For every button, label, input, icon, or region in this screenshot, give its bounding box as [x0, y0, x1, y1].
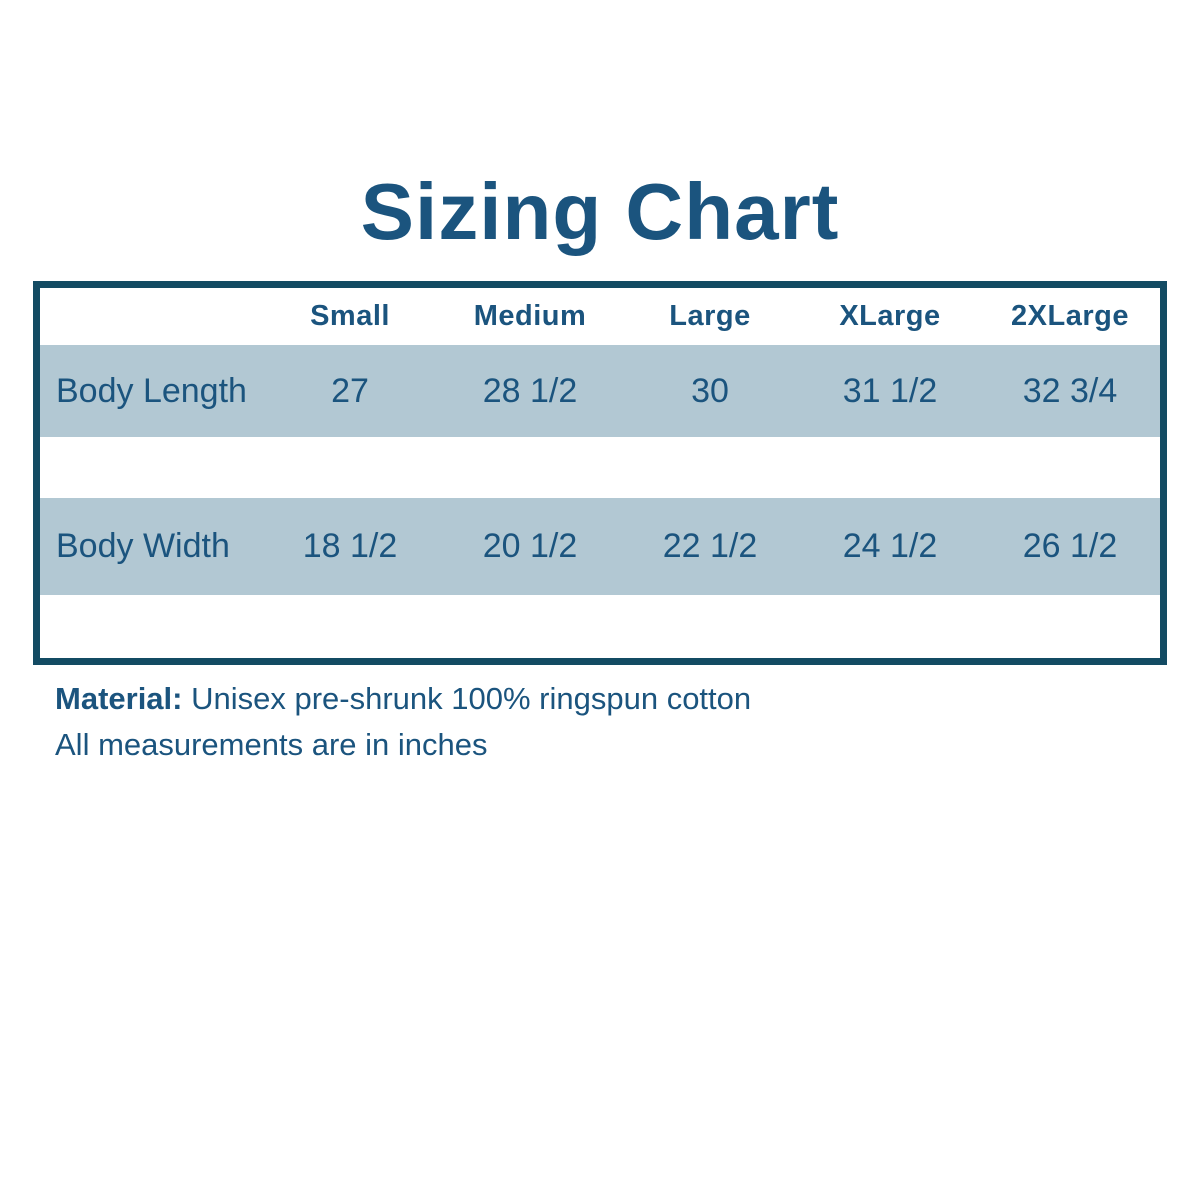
col-header-xlarge: XLarge: [839, 300, 941, 332]
table-row-body-width: [40, 498, 1160, 595]
body-length-xlarge: 31 1/2: [842, 371, 938, 410]
col-header-medium: Medium: [473, 300, 587, 332]
body-length-small: 27: [331, 371, 369, 410]
corner-cell: [40, 288, 260, 345]
body-width-xlarge: 24 1/2: [842, 527, 938, 565]
sizing-table: [40, 288, 1160, 658]
material-value: Unisex pre-shrunk 100% ringspun cotton: [191, 681, 752, 716]
body-length-medium: 28 1/2: [482, 371, 578, 410]
row-label-body-width: Body Width: [56, 527, 230, 565]
page-title: Sizing Chart: [360, 167, 840, 256]
material-line: [55, 676, 751, 722]
footer-notes: [55, 676, 751, 768]
body-length-2xlarge: 32 3/4: [1022, 371, 1118, 410]
col-header-2xlarge: 2XLarge: [1011, 300, 1129, 332]
table-row-body-length: [40, 345, 1160, 437]
body-length-large: 30: [691, 371, 729, 410]
material-label: Material:: [55, 681, 183, 716]
body-width-large: 22 1/2: [662, 527, 758, 565]
body-width-2xlarge: 26 1/2: [1022, 527, 1118, 565]
body-width-small: 18 1/2: [302, 527, 398, 565]
sizing-table-frame: [33, 281, 1167, 665]
table-header-row: [40, 288, 1160, 345]
body-width-medium: 20 1/2: [482, 527, 578, 565]
measurements-note: All measurements are in inches: [55, 727, 488, 762]
row-label-body-length: Body Length: [56, 371, 247, 410]
spacer-row: [40, 595, 1160, 658]
spacer-row: [40, 437, 1160, 498]
col-header-large: Large: [669, 300, 751, 332]
col-header-small: Small: [310, 300, 390, 332]
